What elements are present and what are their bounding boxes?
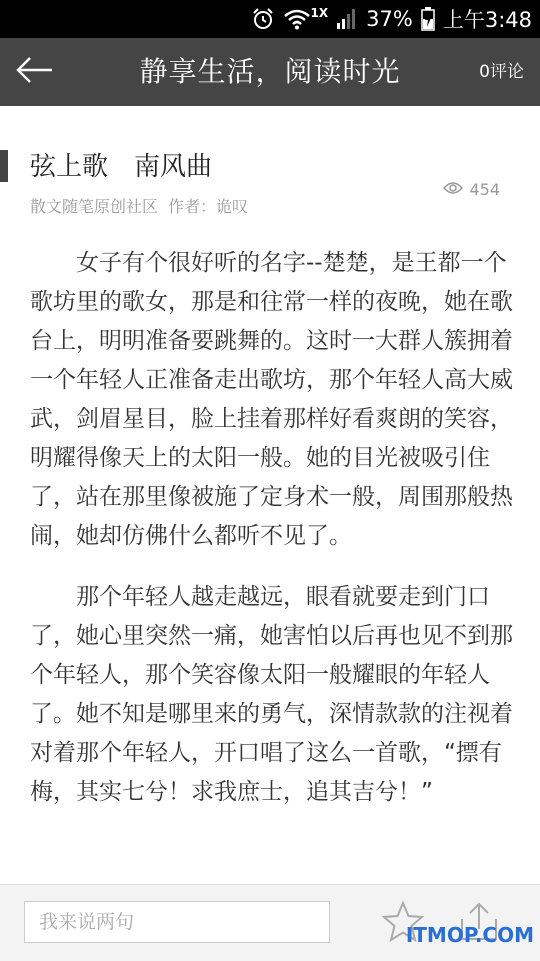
article-author: 作者：诡叹: [168, 197, 249, 216]
signal-icon: [336, 8, 358, 30]
article-paragraph: 女子有个很好听的名字--楚楚，是王都一个歌坊里的歌女，那是和往常一样的夜晚，她在歌台上，明明准备要跳舞的。这时一大群人簇拥着一个年轻人正准备走出歌坊，那个年轻人高大威武，剑眉星目，脸上挂着那样好看爽朗的笑容，明耀得像天上的太阳一般。她的目光被吸引住了，站在那里像被施了定身术一般，周围那般热闹，她却仿佛什么都听不见了。: [30, 250, 513, 549]
eye-icon: [443, 180, 463, 199]
clock-time: 上午3:48: [442, 8, 532, 32]
article-header: [0, 140, 540, 220]
comments-count-link[interactable]: 0评论: [479, 62, 524, 82]
article-paragraph: 那个年轻人越走越远，眼看就要走到门口了，她心里突然一痛，她害怕以后再也见不到那个年轻人，那个笑容像太阳一般耀眼的年轻人了。她不知是哪里来的勇气，深情款款的注视着对着那个年轻人，开口唱了这么一首歌，“摽有梅，其实七兮！求我庶士，追其吉兮！”: [30, 584, 513, 805]
alarm-icon: [251, 7, 275, 31]
wifi-icon: [283, 8, 311, 30]
comment-input[interactable]: [24, 901, 330, 943]
watermark-logo: ITMOP.COM: [405, 923, 534, 947]
status-bar: [0, 0, 540, 38]
view-count-value: 454: [469, 180, 500, 199]
article-source: 散文随笔原创社区: [30, 197, 159, 216]
title-accent-bar: [0, 150, 8, 182]
app-bar: [0, 38, 540, 106]
battery-percent: 37%: [366, 7, 413, 31]
battery-charging-icon: [421, 7, 435, 31]
bottom-action-bar: [0, 884, 540, 961]
article-meta: [30, 194, 248, 217]
view-count: [443, 180, 500, 199]
network-type-label: 1X: [310, 6, 329, 20]
status-bar-right: [251, 0, 532, 38]
back-button[interactable]: [12, 52, 56, 92]
arrow-left-icon: [14, 55, 54, 89]
article-body: [30, 244, 514, 884]
article-title: 弦上歌 南风曲: [30, 152, 213, 182]
app-title: 静享生活，阅读时光: [139, 55, 401, 88]
